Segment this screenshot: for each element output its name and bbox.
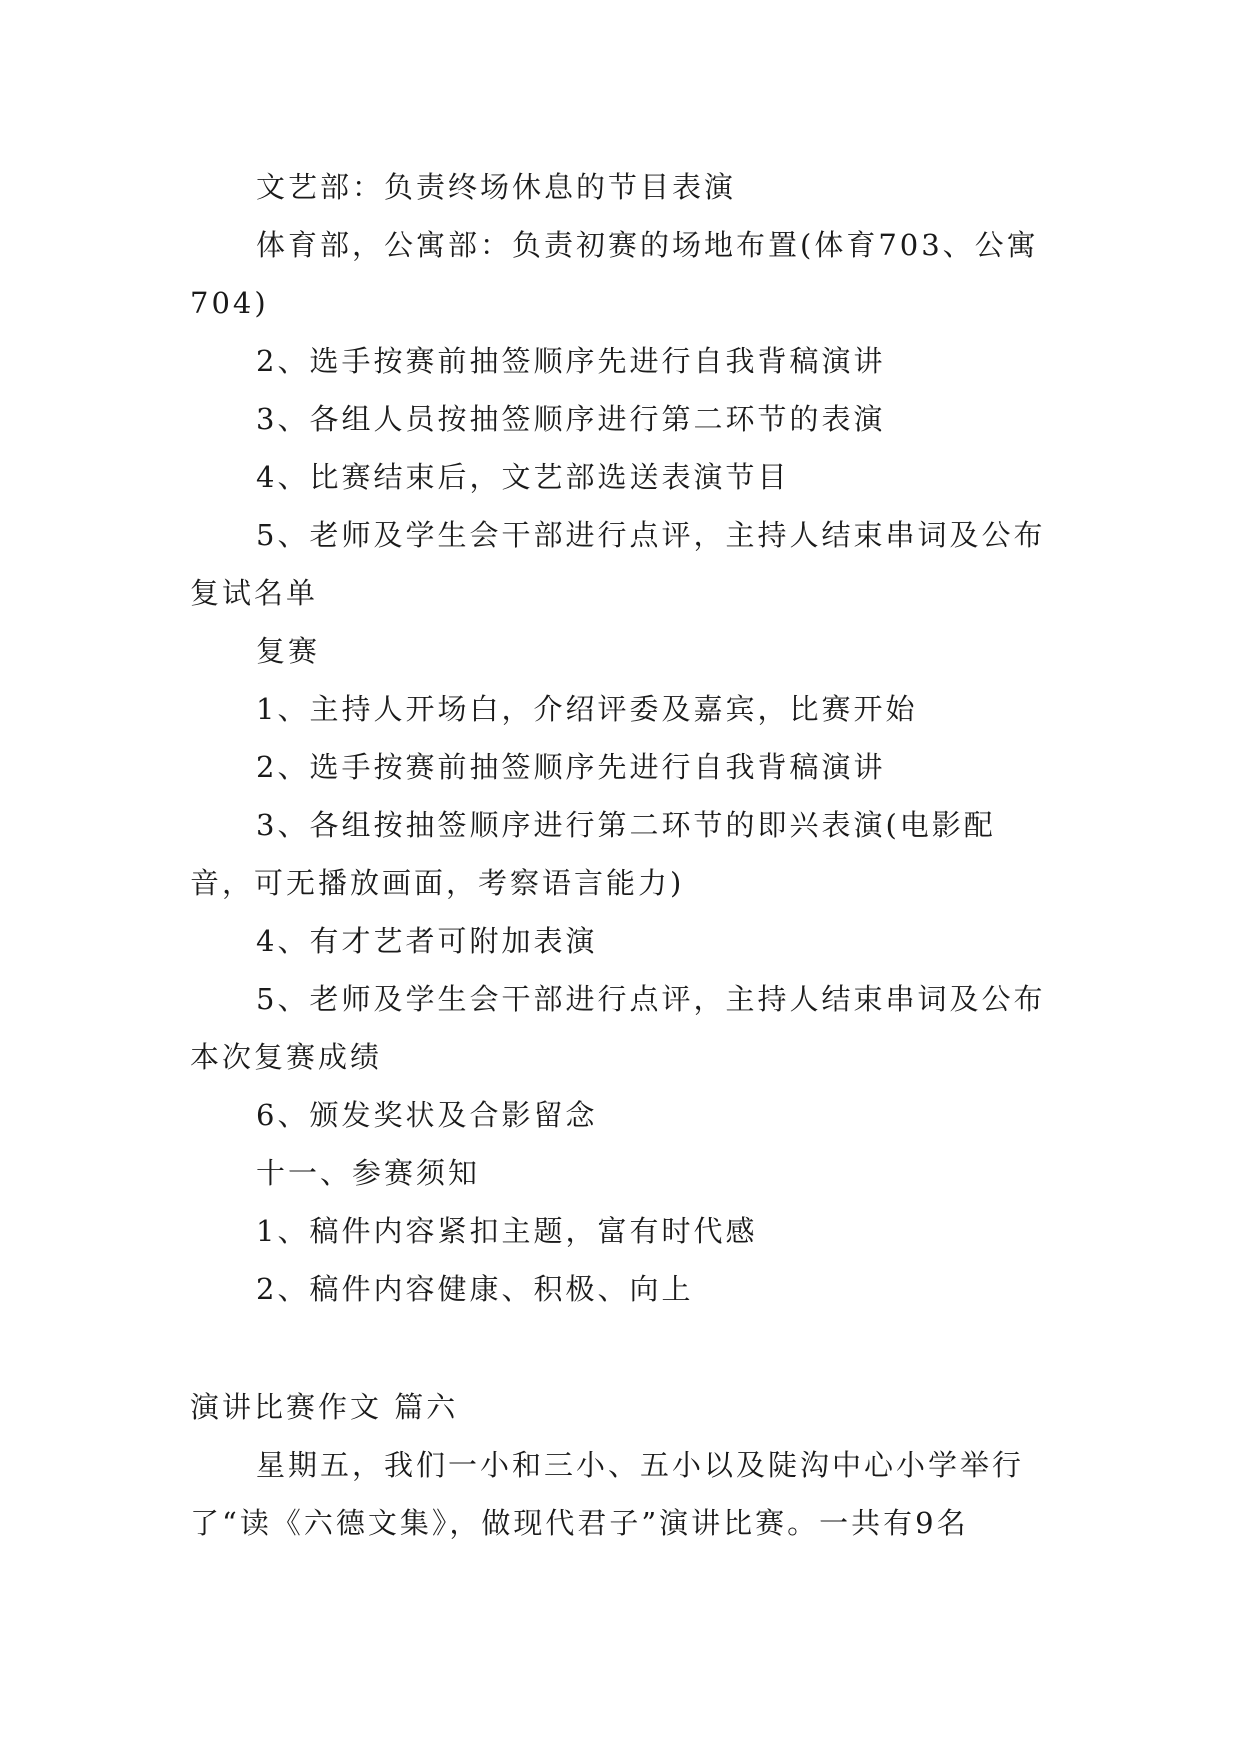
paragraph: 星期五，我们一小和三小、五小以及陡沟中心小学举行了“读《六德文集》，做现代君子”演讲比赛。一共有9名 <box>190 1448 1025 1540</box>
paragraph: 体育部，公寓部：负责初赛的场地布置(体育703、公寓704) <box>190 228 1039 320</box>
paragraph: 3、各组人员按抽签顺序进行第二环节的表演 <box>256 402 886 436</box>
paragraph-heading-fusai: 复赛 <box>256 634 321 668</box>
paragraph: 文艺部：负责终场休息的节目表演 <box>256 170 737 204</box>
paragraph: 4、比赛结束后，文艺部选送表演节目 <box>256 460 790 494</box>
paragraph: 1、稿件内容紧扣主题，富有时代感 <box>256 1214 758 1248</box>
paragraph: 2、选手按赛前抽签顺序先进行自我背稿演讲 <box>256 344 886 378</box>
paragraph: 4、有才艺者可附加表演 <box>256 924 598 958</box>
paragraph: 2、稿件内容健康、积极、向上 <box>256 1272 694 1306</box>
section-gap <box>190 1318 1050 1378</box>
paragraph: 1、主持人开场白，介绍评委及嘉宾，比赛开始 <box>256 692 918 726</box>
section-heading: 演讲比赛作文 篇六 <box>190 1390 459 1424</box>
paragraph: 6、颁发奖状及合影留念 <box>256 1098 598 1132</box>
paragraph: 2、选手按赛前抽签顺序先进行自我背稿演讲 <box>256 750 886 784</box>
paragraph: 5、老师及学生会干部进行点评，主持人结束串词及公布本次复赛成绩 <box>190 982 1046 1074</box>
paragraph: 5、老师及学生会干部进行点评，主持人结束串词及公布复试名单 <box>190 518 1046 610</box>
paragraph: 3、各组按抽签顺序进行第二环节的即兴表演(电影配音，可无播放画面，考察语言能力) <box>190 808 996 900</box>
document-body <box>190 158 1050 1552</box>
paragraph-heading-rules: 十一、参赛须知 <box>256 1156 481 1190</box>
